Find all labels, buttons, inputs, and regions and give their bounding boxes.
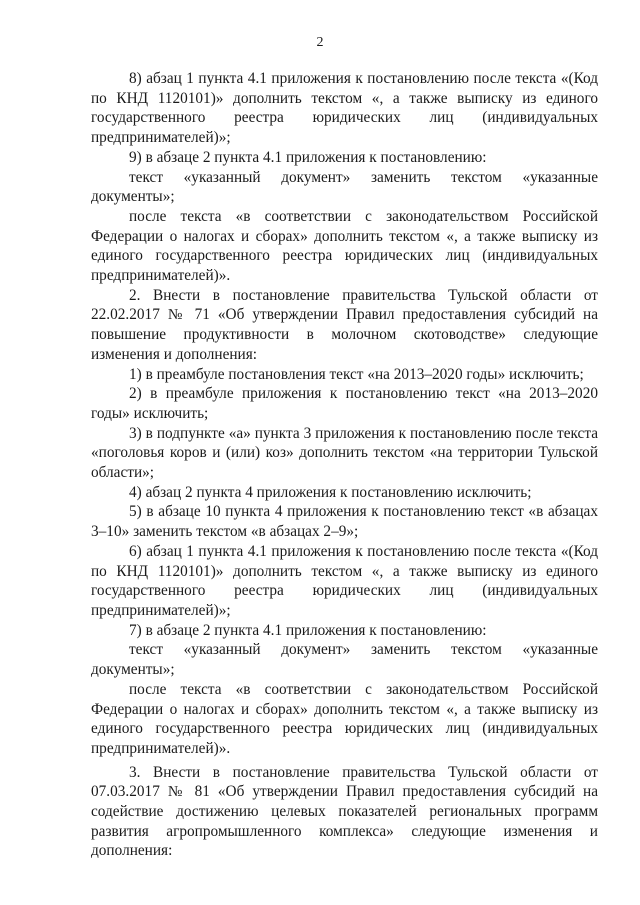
paragraph-item-1: 1) в преамбуле постановления текст «на 2013–2020 годы» исключить; xyxy=(129,365,584,383)
paragraph-item-3: 3) в подпункте «а» пункта 3 приложения к постановлению после текста «поголовья коров и (или) коз» дополнить текстом «на территории Тульской области»; xyxy=(91,424,598,482)
paragraph-item-4: 4) абзац 2 пункта 4 приложения к постановлению исключить; xyxy=(129,483,532,501)
paragraph-after-text-2: после текста «в соответствии с законодательством Российской Федерации о налогах и сборах» дополнить текстом «, а также выписку из единого государственного реестра юридических лиц (индивидуальных предпринимателей)». xyxy=(91,680,598,757)
paragraph-section-3: 3. Внести в постановление правительства Тульской области от 07.03.2017 № 81 «Об утверждении Правил предоставления субсидий на содействие достижению целевых показателей региональных программ развития агропромышленного комплекса» следующие изменения и дополнения: xyxy=(91,763,598,860)
paragraph-item-7: 7) в абзаце 2 пункта 4.1 приложения к постановлению: xyxy=(129,621,487,639)
paragraph-after-text: после текста «в соответствии с законодательством Российской Федерации о налогах и сборах» дополнить текстом «, а также выписку из единого государственного реестра юридических лиц (индивидуальных предпринимателей)». xyxy=(91,207,598,285)
paragraph-item-5: 5) в абзаце 10 пункта 4 приложения к постановлению текст «в абзацах 3–10» заменить текстом «в абзацах 2–9»; xyxy=(91,503,598,541)
paragraph-item-2: 2) в преамбуле приложения к постановлению текст «на 2013–2020 годы» исключить; xyxy=(91,385,598,422)
document-body xyxy=(91,69,598,861)
paragraph-replace-text: текст «указанный документ» заменить текстом «указанные документы»; xyxy=(91,168,598,206)
page-number: 2 xyxy=(316,35,324,50)
paragraph-item-6: 6) абзац 1 пункта 4.1 приложения к постановлению после текста «(Код по КНД 1120101)» дополнить текстом «, а также выписку из единого государственного реестра юридических лиц (индивидуальных предпринимателей)»; xyxy=(91,542,598,619)
paragraph-section-2: 2. Внести в постановление правительства Тульской области от 22.02.2017 № 71 «Об утверждении Правил предоставления субсидий на повышение продуктивности в молочном скотоводстве» следующие изменения и дополнения: xyxy=(91,286,598,363)
paragraph-item-8: 8) абзац 1 пункта 4.1 приложения к постановлению после текста «(Код по КНД 1120101)» дополнить текстом «, а также выписку из единого государственного реестра юридических лиц (индивидуальных предпринимателей)»; xyxy=(91,70,598,147)
paragraph-item-9: 9) в абзаце 2 пункта 4.1 приложения к постановлению: xyxy=(129,148,487,166)
paragraph-replace-text-2: текст «указанный документ» заменить текстом «указанные документы»; xyxy=(91,641,598,679)
